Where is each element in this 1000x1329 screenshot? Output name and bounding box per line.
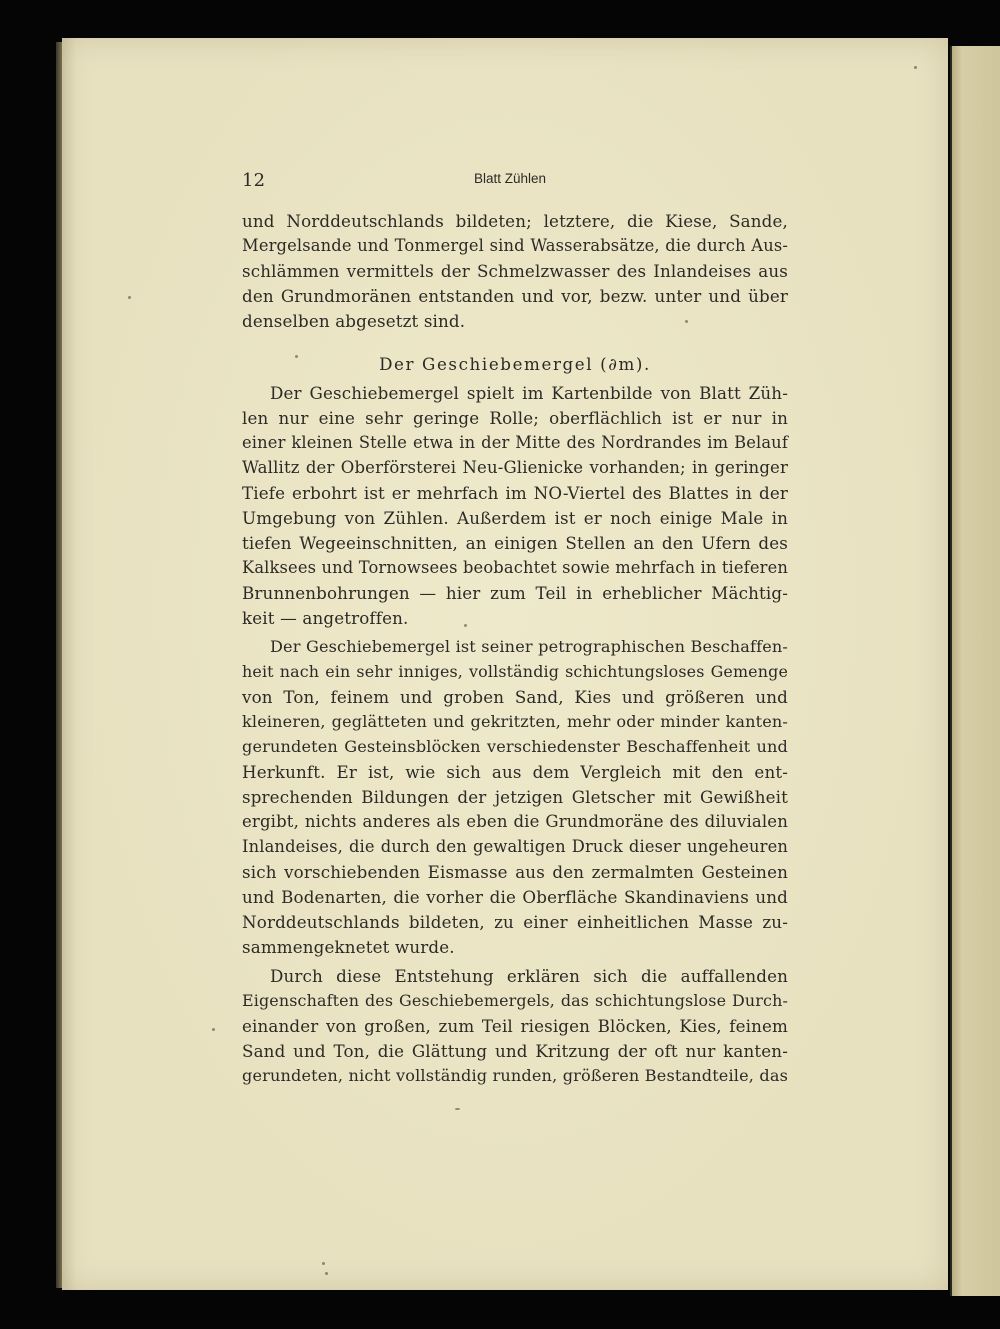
facing-page-edge bbox=[950, 46, 1000, 1296]
text-line: Der Geschiebemergel ist seiner petrographischen Beschaffen- bbox=[270, 637, 788, 656]
text-line: Wallitz der Oberförsterei Neu-Glienicke vorhanden; in geringer bbox=[242, 458, 788, 477]
text-line: Brunnenbohrungen — hier zum Teil in erheblicher Mächtig- bbox=[242, 583, 788, 603]
text-line: len nur eine sehr geringe Rolle; oberflächlich ist er nur in bbox=[242, 408, 788, 428]
speck bbox=[212, 1028, 215, 1031]
text-line: und Norddeutschlands bildeten; letztere, die Kiese, Sande, bbox=[242, 211, 788, 231]
section-heading: Der Geschiebemergel (∂m). bbox=[379, 354, 651, 374]
text-line: heit nach ein sehr inniges, vollständig schichtungsloses Gemenge bbox=[242, 662, 788, 681]
text-line: Mergelsande und Tonmergel sind Wasserabsätze, die durch Aus- bbox=[242, 236, 788, 255]
text-line: Der Geschiebemergel spielt im Kartenbilde von Blatt Züh- bbox=[270, 383, 788, 403]
text-line: sammengeknetet wurde. bbox=[242, 937, 455, 957]
text-line: gerundeten, nicht vollständig runden, größeren Bestandteile, das bbox=[242, 1066, 788, 1085]
text-line: Tiefe erbohrt ist er mehrfach im NO-Viertel des Blattes in der bbox=[242, 483, 788, 503]
text-line: gerundeten Gesteinsblöcken verschiedenster Beschaffenheit und bbox=[242, 737, 788, 756]
text-line: und Bodenarten, die vorher die Oberfläche Skandinaviens und bbox=[242, 887, 788, 907]
speck bbox=[325, 1272, 328, 1275]
running-title: Blatt Zühlen bbox=[474, 171, 547, 186]
text-line: kleineren, geglätteten und gekritzten, mehr oder minder kanten- bbox=[242, 712, 788, 731]
speck bbox=[455, 1108, 460, 1110]
text-line: den Grundmoränen entstanden und vor, bezw. unter und über bbox=[242, 286, 788, 306]
text-line: ergibt, nichts anderes als eben die Grundmoräne des diluvialen bbox=[242, 812, 788, 831]
speck bbox=[322, 1262, 325, 1265]
speck bbox=[914, 66, 917, 69]
text-line: von Ton, feinem und groben Sand, Kies und größeren und bbox=[242, 687, 788, 707]
text-line: Eigenschaften des Geschiebemergels, das schichtungslose Durch- bbox=[242, 991, 788, 1010]
text-line: Kalksees und Tornowsees beobachtet sowie mehrfach in tieferen bbox=[242, 558, 788, 577]
text-line: Inlandeises, die durch den gewaltigen Druck dieser ungeheuren bbox=[242, 837, 788, 856]
text-line: einander von großen, zum Teil riesigen Blöcken, Kies, feinem bbox=[242, 1016, 788, 1036]
text-line: tiefen Wegeeinschnitten, an einigen Stellen an den Ufern des bbox=[242, 533, 788, 553]
text-line: einer kleinen Stelle etwa in der Mitte des Nordrandes im Belauf bbox=[242, 433, 788, 452]
text-line: schlämmen vermittels der Schmelzwasser des Inlandeises aus bbox=[242, 261, 788, 281]
text-line: Sand und Ton, die Glättung und Kritzung der oft nur kanten- bbox=[242, 1041, 788, 1061]
page-number: 12 bbox=[242, 170, 266, 191]
text-line: denselben abgesetzt sind. bbox=[242, 311, 466, 331]
text-line: Umgebung von Zühlen. Außerdem ist er noch einige Male in bbox=[242, 508, 788, 528]
text-line: sprechenden Bildungen der jetzigen Gletscher mit Gewißheit bbox=[242, 787, 788, 807]
speck bbox=[128, 296, 131, 299]
text-line: sich vorschiebenden Eismasse aus den zermalmten Gesteinen bbox=[242, 862, 788, 882]
text-line: Herkunft. Er ist, wie sich aus dem Vergleich mit den ent- bbox=[242, 762, 788, 782]
text-line: keit — angetroffen. bbox=[242, 608, 409, 628]
text-line: Norddeutschlands bildeten, zu einer einheitlichen Masse zu- bbox=[242, 912, 788, 932]
text-line: Durch diese Entstehung erklären sich die auffallenden bbox=[270, 966, 788, 986]
